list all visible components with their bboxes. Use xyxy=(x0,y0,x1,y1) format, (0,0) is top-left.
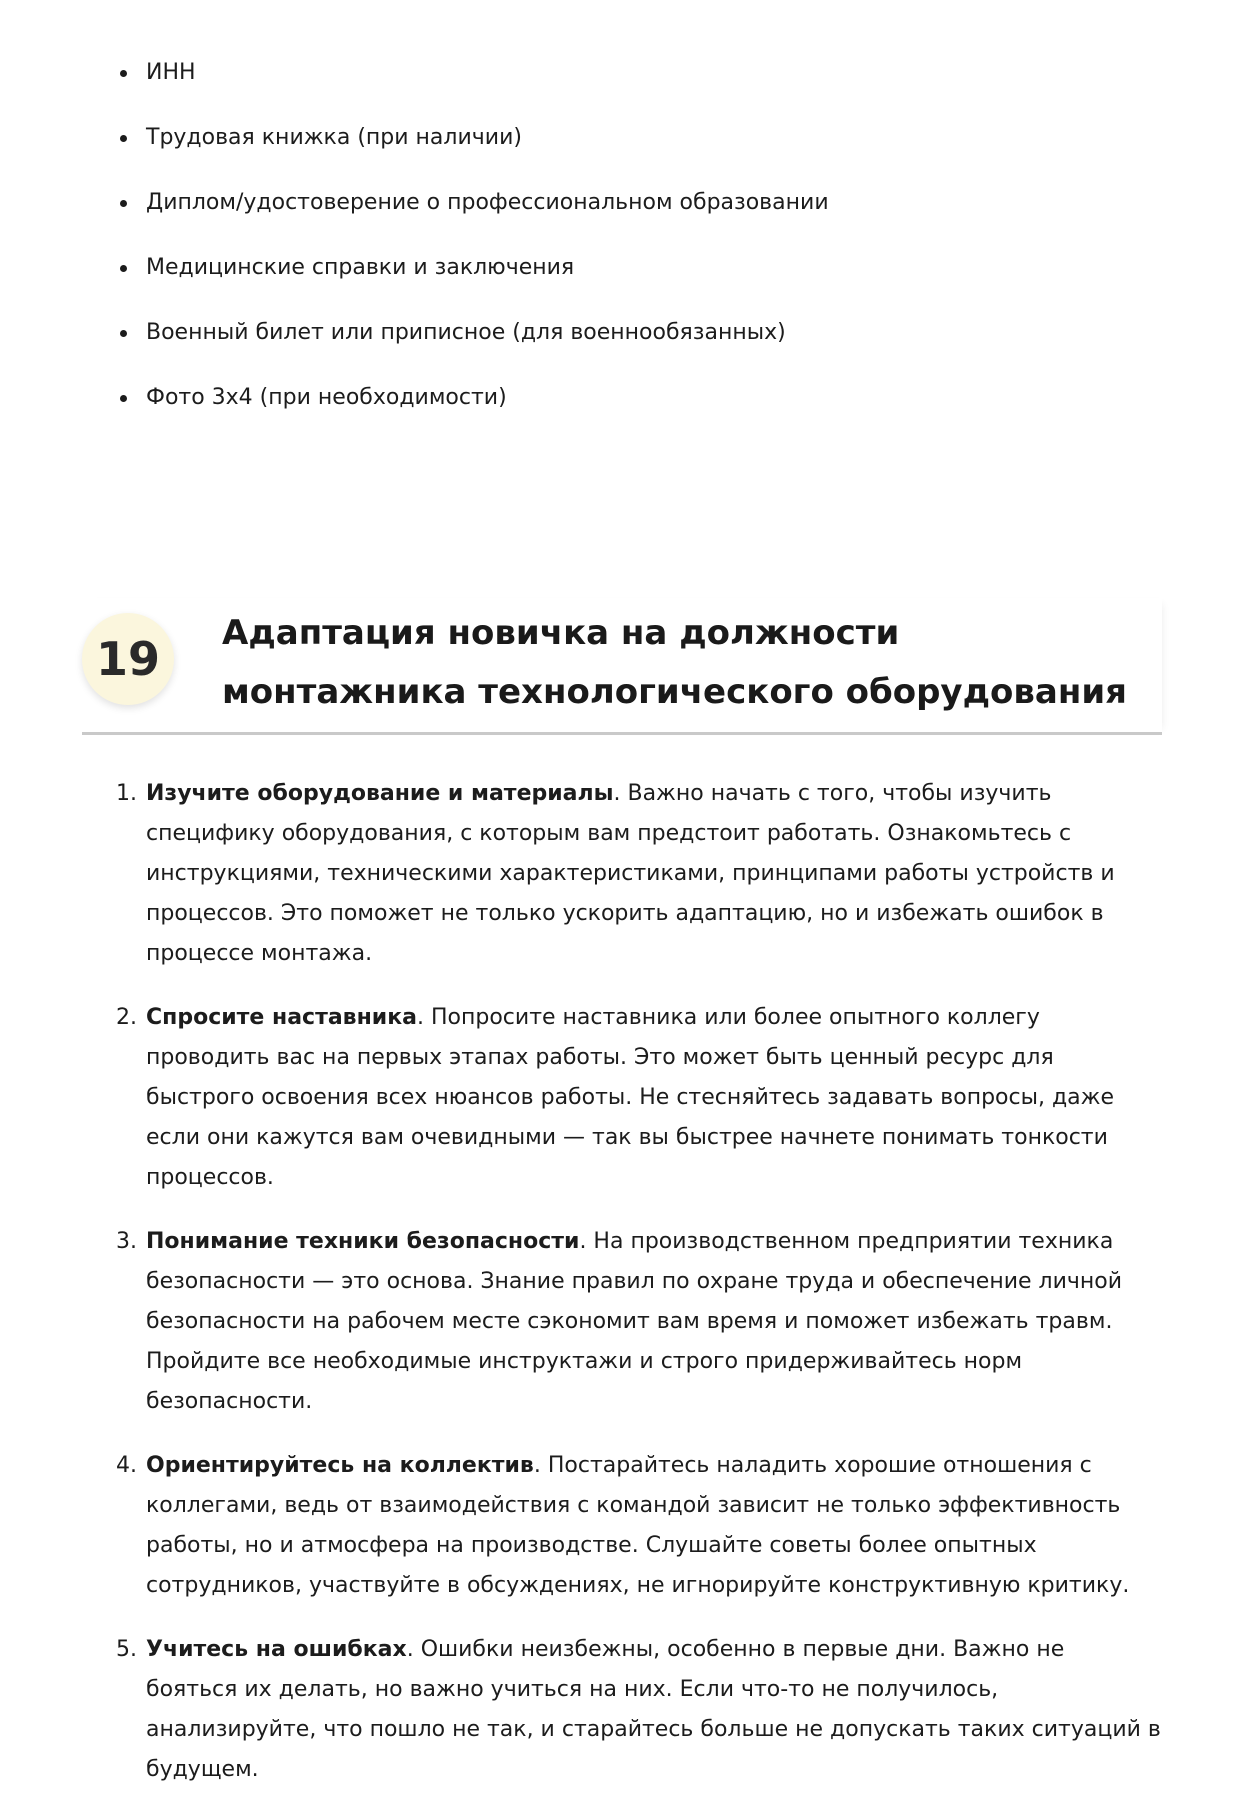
list-item xyxy=(120,318,829,348)
step-number: 5. xyxy=(116,1637,137,1662)
step-item xyxy=(116,1222,1161,1422)
bullet-icon xyxy=(120,70,127,77)
step-title: Учитесь на ошибках xyxy=(146,1637,407,1662)
bullet-icon xyxy=(120,265,127,272)
list-item xyxy=(120,253,829,283)
step-text: . Попросите наставника или более опытного коллегу проводить вас на первых этапах работы. Это может быть ценный ресурс для быстрого освоения всех нюансов работы. Не стесняйтесь задавать вопросы, даже если они кажутся вам очевидными — так вы быстрее начнете понимать тонкости процессов. xyxy=(146,1005,1115,1190)
step-number: 3. xyxy=(116,1229,137,1254)
step-text: . На производственном предприятии техника безопасности — это основа. Знание правил по охране труда и обеспечение личной безопасности на рабочем месте сэкономит вам время и поможет избежать травм. Пройдите все необходимые инструктажи и строго придерживайтесь норм безопасности. xyxy=(146,1229,1123,1414)
steps-list xyxy=(116,774,1161,1814)
list-item xyxy=(120,383,829,413)
list-item-text: Фото 3х4 (при необходимости) xyxy=(146,385,507,410)
step-text: . Важно начать с того, чтобы изучить специфику оборудования, с которым вам предстоит работать. Ознакомьтесь с инструкциями, техническими характеристиками, принципами работы устройств и процессов. Это поможет не только ускорить адаптацию, но и избежать ошибок в процессе монтажа. xyxy=(146,781,1115,966)
list-item xyxy=(120,58,829,88)
list-item xyxy=(120,123,829,153)
list-item-text: Военный билет или приписное (для военнообязанных) xyxy=(146,320,786,345)
list-item-text: Трудовая книжка (при наличии) xyxy=(146,125,522,150)
step-item xyxy=(116,1446,1161,1606)
step-item xyxy=(116,774,1161,974)
step-title: Спросите наставника xyxy=(146,1005,417,1030)
list-item-text: ИНН xyxy=(146,60,196,85)
step-number: 2. xyxy=(116,1005,137,1030)
step-text: . Постарайтесь наладить хорошие отношения с коллегами, ведь от взаимодействия с командой зависит не только эффективность работы, но и атмосфера на производстве. Слушайте советы более опытных сотрудников, участвуйте в обсуждениях, не игнорируйте конструктивную критику. xyxy=(146,1453,1130,1598)
step-title: Понимание техники безопасности xyxy=(146,1229,580,1254)
list-item-text: Медицинские справки и заключения xyxy=(146,255,575,280)
section-number-badge: 19 xyxy=(82,613,174,705)
step-title: Ориентируйтесь на коллектив xyxy=(146,1453,534,1478)
list-item-text: Диплом/удостоверение о профессиональном образовании xyxy=(146,190,829,215)
section-title: Адаптация новичка на должности монтажника технологического оборудования xyxy=(222,613,1128,712)
step-number: 1. xyxy=(116,781,137,806)
section-header xyxy=(82,598,1162,735)
bullet-icon xyxy=(120,135,127,142)
documents-list xyxy=(120,58,829,448)
bullet-icon xyxy=(120,330,127,337)
step-item xyxy=(116,998,1161,1198)
step-item xyxy=(116,1630,1161,1790)
bullet-icon xyxy=(120,395,127,402)
step-number: 4. xyxy=(116,1453,137,1478)
step-text: . Ошибки неизбежны, особенно в первые дни. Важно не бояться их делать, но важно учиться на них. Если что-то не получилось, анализируйте, что пошло не так, и старайтесь больше не допускать таких ситуаций в будущем. xyxy=(146,1637,1161,1782)
bullet-icon xyxy=(120,200,127,207)
list-item xyxy=(120,188,829,218)
step-title: Изучите оборудование и материалы xyxy=(146,781,614,806)
